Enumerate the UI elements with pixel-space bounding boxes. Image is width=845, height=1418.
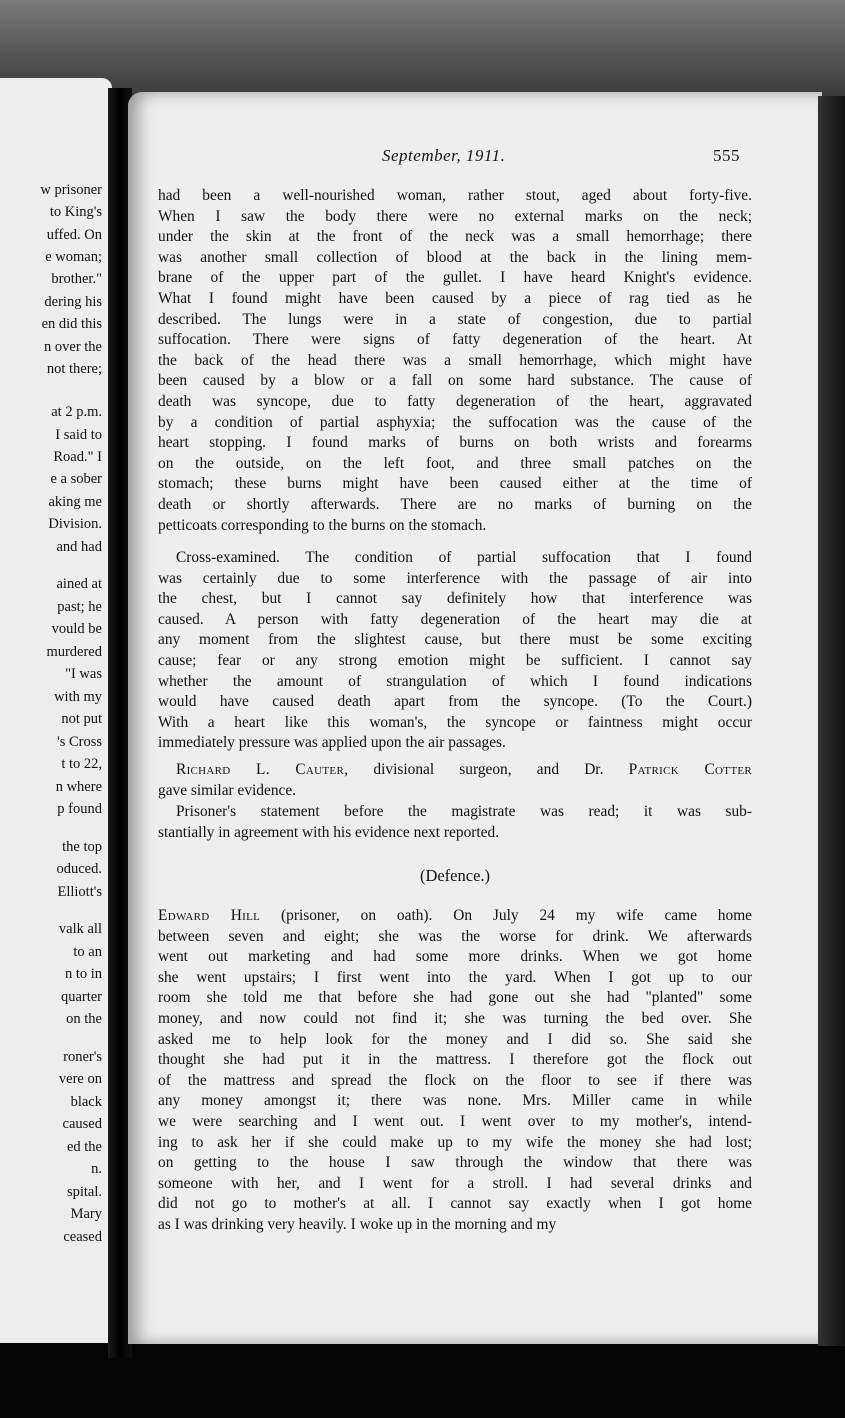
left-page-text-fragment: vould be <box>51 621 102 637</box>
text-line: room she told me that before she had gone out she had "planted" some <box>158 989 752 1007</box>
left-page-text-fragment: Mary <box>70 1206 102 1222</box>
left-page-text-fragment: roner's <box>63 1049 102 1065</box>
text-line: gave similar evidence. <box>158 781 297 799</box>
left-page-text-fragment: caused <box>62 1116 102 1132</box>
left-page-text-fragment: brother." <box>51 271 102 287</box>
left-page-text-fragment: and had <box>56 539 102 555</box>
text-line: money, and now could not find it; she was turning the bed over. She <box>158 1009 752 1027</box>
left-page-text-fragment: the top <box>62 839 102 855</box>
left-page-text-fragment: valk all <box>58 921 102 937</box>
left-page-text-fragment: I said to <box>55 427 102 443</box>
text-line <box>158 760 752 781</box>
text-line: was certainly due to some interference with the passage of air into <box>158 569 752 587</box>
left-page-text-fragment: Road." I <box>53 449 102 465</box>
text-line: immediately pressure was applied upon the air passages. <box>158 734 506 752</box>
left-page-text-fragment: at 2 p.m. <box>51 404 102 420</box>
text-line: did not go to mother's at all. I cannot say exactly when I got home <box>158 1195 752 1213</box>
left-page-text-fragment: quarter <box>60 989 102 1005</box>
text-line: thought she had put it in the mattress. I therefore got the flock out <box>158 1051 752 1069</box>
left-page-text-fragment: dering his <box>44 294 102 310</box>
text-line: Cross-examined. The condition of partial suffocation that I found <box>176 549 752 566</box>
left-page-text-fragment: n. <box>91 1161 102 1177</box>
text-line: What I found might have been caused by a piece of rag tied as he <box>158 289 752 307</box>
text-line: we were searching and I went out. I went over to my mother's, intend- <box>158 1112 752 1130</box>
text-line: brane of the upper part of the gullet. I have heard Knight's evidence. <box>158 269 752 287</box>
text-line: any moment from the slightest cause, but there must be some exciting <box>158 631 752 649</box>
text-line: death was syncope, due to fatty degeneration of the heart, aggravated <box>158 392 752 410</box>
left-page-text-fragment: en did this <box>41 316 102 332</box>
left-facing-page <box>0 78 112 1343</box>
text-line: was another small collection of blood at the back in the lining mem- <box>158 248 752 266</box>
text-run: divisional surgeon, and Dr. <box>348 761 629 778</box>
running-title: September, 1911. <box>382 146 506 165</box>
witness-name: Patrick Cotter <box>628 761 752 778</box>
left-page-text-fragment: 's Cross <box>57 734 102 750</box>
text-line: had been a well-nourished woman, rather stout, aged about forty-five. <box>158 187 752 204</box>
text-line: she went upstairs; I first went into the yard. When I got up to our <box>158 968 752 986</box>
left-page-text-fragment: w prisoner <box>40 182 102 198</box>
text-line: caused. A person with fatty degeneration of the heart may die at <box>158 610 752 628</box>
left-page-text-fragment: e a sober <box>50 471 102 487</box>
left-page-text-fragment: spital. <box>66 1184 102 1200</box>
left-page-text-fragment: vere on <box>58 1071 102 1087</box>
left-page-text-fragment: with my <box>54 689 102 705</box>
left-page-text-fragment: not put <box>61 711 102 727</box>
text-line: the back of the head there was a small hemorrhage, which might have <box>158 351 752 369</box>
text-line: When I saw the body there were no external marks on the neck; <box>158 207 752 225</box>
left-page-text-fragment: Elliott's <box>57 884 102 900</box>
left-page-text-fragment: on the <box>66 1011 102 1027</box>
left-page-text-fragment: oduced. <box>56 861 102 877</box>
text-line: death or shortly afterwards. There are no marks of burning on the <box>158 495 752 513</box>
text-line: as I was drinking very heavily. I woke up in the morning and my <box>158 1215 557 1233</box>
paragraph-prisoner-statement <box>158 802 752 843</box>
text-line: whether the amount of strangulation of which I found indications <box>158 672 752 690</box>
text-line: described. The lungs were in a state of congestion, due to partial <box>158 310 752 328</box>
paragraph-similar-evidence <box>158 760 752 801</box>
text-line: someone with her, and I went for a stroll. I had several drinks and <box>158 1174 752 1192</box>
left-page-text-fragment: not there; <box>46 361 102 377</box>
paragraph-defence-evidence <box>158 906 752 1236</box>
page-number: 555 <box>713 146 740 165</box>
defendant-name: Edward Hill <box>158 907 261 924</box>
text-line: heart stopping. I found marks of burns on both wrists and forearms <box>158 434 752 452</box>
text-run: (prisoner, on oath). On July 24 my wife came home <box>260 907 752 924</box>
text-line: Prisoner's statement before the magistrate was read; it was sub- <box>176 803 752 820</box>
text-line: With a heart like this woman's, the syncope or faintness might occur <box>158 713 752 731</box>
left-page-text-fragment: black <box>70 1094 102 1110</box>
left-page-text-fragment: t to 22, <box>61 756 102 772</box>
left-page-text-fragment: to King's <box>49 204 102 220</box>
left-page-text-fragment: ained at <box>56 576 102 592</box>
left-page-text-fragment: uffed. On <box>46 227 102 243</box>
left-page-text-fragment: murdered <box>46 644 102 660</box>
paragraph-cross-examined <box>158 548 752 754</box>
text-line: ing to ask her if she could make up to my wife the money she had lost; <box>158 1133 752 1151</box>
left-page-text-fragment: ed the <box>66 1139 102 1155</box>
text-line: under the skin at the front of the neck was a small hemorrhage; there <box>158 228 752 246</box>
left-page-text-fragment: n over the <box>44 339 102 355</box>
text-line: cause; fear or any strong emotion might be sufficient. I cannot say <box>158 651 752 669</box>
text-line: any money amongst it; there was none. Mrs. Miller came in while <box>158 1092 752 1110</box>
left-page-text-fragment: n where <box>55 779 102 795</box>
text-line: between seven and eight; she was the worse for drink. We afterwards <box>158 927 752 945</box>
witness-name: Richard L. Cauter, <box>176 761 349 778</box>
paragraph-testimony-continued <box>158 186 752 536</box>
text-line: went out marketing and had some more drinks. When we got home <box>158 948 752 966</box>
left-page-text-fragment: to an <box>73 944 102 960</box>
text-line <box>158 906 752 927</box>
text-line: by a condition of partial asphyxia; the suffocation was the cause of the <box>158 413 752 431</box>
text-line: stantially in agreement with his evidence next reported. <box>158 823 500 841</box>
text-line: the chest, but I cannot say definitely how that interference was <box>158 590 752 608</box>
left-page-text-fragment: "I was <box>65 666 102 682</box>
text-line: would have caused death apart from the syncope. (To the Court.) <box>158 693 752 711</box>
text-line: stomach; these burns might have been caused either at the time of <box>158 475 752 493</box>
text-line: petticoats corresponding to the burns on the stomach. <box>158 516 487 534</box>
text-line: of the mattress and spread the flock on the floor to see if there was <box>158 1071 752 1089</box>
left-page-text-fragment: e woman; <box>45 249 102 265</box>
running-header <box>160 146 740 168</box>
left-page-text-fragment: past; he <box>57 599 102 615</box>
text-line: on getting to the house I saw through the window that there was <box>158 1154 752 1172</box>
left-page-text-fragment: n to in <box>64 966 102 982</box>
text-line: been caused by a blow or a fall on some hard substance. The cause of <box>158 372 752 390</box>
text-line: asked me to help look for the money and I did so. She said she <box>158 1030 752 1048</box>
left-page-text-fragment: p found <box>57 801 102 817</box>
text-line: on the outside, on the left foot, and three small patches on the <box>158 454 752 472</box>
left-page-text-fragment: Division. <box>48 516 102 532</box>
page-edge-shadow <box>818 96 845 1346</box>
left-page-text-fragment: aking me <box>48 494 102 510</box>
left-page-text-fragment: ceased <box>63 1229 102 1245</box>
section-heading: (Defence.) <box>419 866 491 885</box>
text-line: suffocation. There were signs of fatty degeneration of the heart. At <box>158 331 752 349</box>
